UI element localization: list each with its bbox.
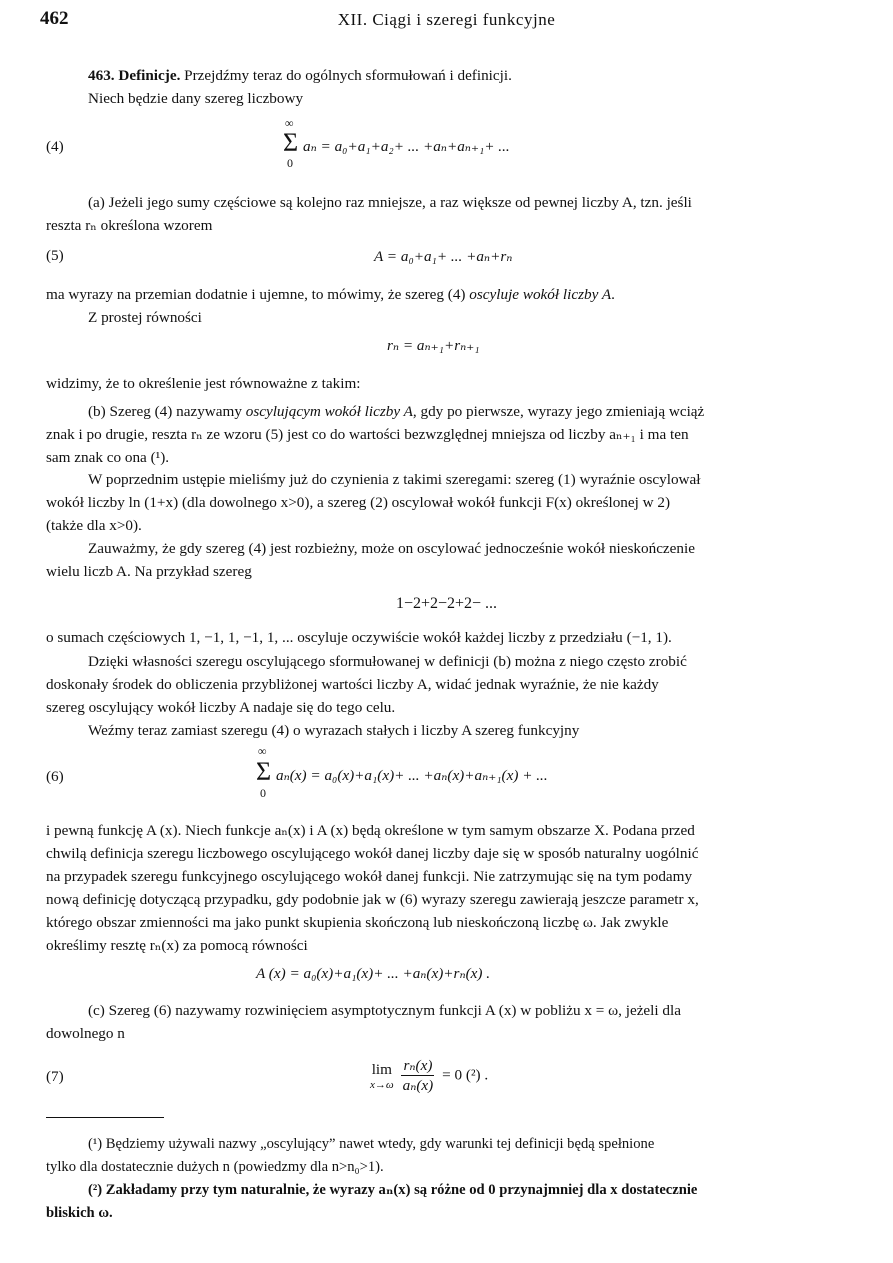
equation-label: (4) bbox=[46, 138, 64, 155]
text-line: szereg oscylujący wokół liczby A nadaje się do tego celu. bbox=[46, 699, 396, 716]
text-line: i pewną funkcję A (x). Niech funkcje aₙ(x) i A (x) będą określone w tym samym obszarze X. Podana przed bbox=[46, 822, 695, 839]
text-line: (c) Szereg (6) nazywamy rozwinięciem asymptotycznym funkcji A (x) w pobliżu x = ω, jeżeli dla bbox=[88, 1002, 681, 1019]
text-segment: (b) Szereg (4) nazywamy bbox=[88, 403, 246, 420]
text-line: dowolnego n bbox=[46, 1025, 125, 1042]
equation-label: (6) bbox=[46, 768, 64, 785]
sum-lower-limit: 0 bbox=[260, 786, 266, 800]
series-expression: aₙ = a₀+a₁+a₂+ ... +aₙ+aₙ₊₁+ ... bbox=[303, 138, 510, 155]
equation-label: (5) bbox=[46, 247, 64, 264]
text-line: (także dla x>0). bbox=[46, 517, 142, 534]
text-line: Z prostej równości bbox=[88, 309, 202, 326]
footnote-1-cont: tylko dla dostatecznie dużych n (powiedzmy dla n>n₀>1). bbox=[46, 1159, 384, 1175]
text-line: na przypadek szeregu funkcyjnego oscylującego wokół danej funkcji. Nie zatrzymując się na tym podamy bbox=[46, 868, 693, 885]
text-line: sam znak co ona (¹). bbox=[46, 449, 170, 466]
emphasis: oscylującym wokół liczby A bbox=[245, 403, 413, 420]
limit-subscript: x→ω bbox=[370, 1078, 394, 1091]
function-equation: A (x) = a₀(x)+a₁(x)+ ... +aₙ(x)+rₙ(x) . bbox=[256, 965, 491, 982]
equation-5: A = a₀+a₁+ ... +aₙ+rₙ bbox=[374, 248, 513, 265]
text-line: wokół liczby ln (1+x) (dla dowolnego x>0), a szereg (2) oscylował wokół funkcji F(x) określonej w 2) bbox=[46, 494, 671, 511]
text-line: znak i po drugie, reszta rₙ ze wzoru (5) jest co do wartości bezwzględnej mniejsza od liczby aₙ₊₁ i ma ten bbox=[46, 426, 689, 443]
lim-text: lim bbox=[371, 1060, 392, 1078]
limit-operator bbox=[370, 1061, 394, 1091]
text-line: wielu liczb A. Na przykład szereg bbox=[46, 563, 252, 580]
footnote-1: (¹) Będziemy używali nazwy „oscylujący” nawet wtedy, gdy warunki tej definicji będą spełnione bbox=[88, 1136, 655, 1152]
text-segment: . bbox=[611, 286, 615, 303]
fraction-numerator: rₙ(x) bbox=[403, 1057, 433, 1074]
sigma-symbol: Σ bbox=[283, 128, 299, 157]
text-line: którego obszar zmienności ma jako punkt skupienia skończoną lub nieskończoną liczbę ω. Jak zwykle bbox=[46, 914, 669, 931]
running-header: XII. Ciągi i szeregi funkcyjne bbox=[337, 10, 556, 29]
series-expression: aₙ(x) = a₀(x)+a₁(x)+ ... +aₙ(x)+aₙ₊₁(x) + ... bbox=[276, 767, 548, 784]
text-line: określimy resztę rₙ(x) za pomocą równości bbox=[46, 937, 308, 954]
text-line: nową definicję dotyczącą przypadku, gdy podobnie jak w (6) wyrazy szeregu zawierają jeszcze parametr x, bbox=[46, 891, 699, 908]
text-line bbox=[46, 285, 856, 304]
text-line: W poprzednim ustępie mieliśmy już do czynienia z takimi szeregami: szereg (1) wyraźnie oscylował bbox=[88, 471, 701, 488]
emphasis: oscyluje wokół liczby A bbox=[469, 286, 612, 303]
text-line: doskonały środek do obliczenia przybliżonej wartości liczby A, widać jednak wyraźnie, że nie każdy bbox=[46, 676, 659, 693]
remainder-equation: rₙ = aₙ₊₁+rₙ₊₁ bbox=[387, 337, 480, 354]
text-line: Zauważmy, że gdy szereg (4) jest rozbieżny, może on oscylować jednocześnie wokół nieskończenie bbox=[88, 540, 695, 557]
text-line: reszta rₙ określona wzorem bbox=[46, 217, 213, 234]
fraction-denominator: aₙ(x) bbox=[402, 1077, 434, 1094]
text-segment: ma wyrazy na przemian dodatnie i ujemne, to mówimy, że szereg (4) bbox=[46, 286, 470, 303]
section-title: Definicje. bbox=[118, 67, 181, 84]
text-line: (a) Jeżeli jego sumy częściowe są kolejno raz mniejsze, a raz większe od pewnej liczby A, tzn. jeśli bbox=[88, 194, 692, 211]
text-line: Niech będzie dany szereg liczbowy bbox=[88, 90, 304, 107]
fraction bbox=[401, 1056, 434, 1095]
text-line: Dzięki własności szeregu oscylującego sformułowanej w definicji (b) można z niego często zrobić bbox=[88, 653, 687, 670]
footnote-2: (²) Zakładamy przy tym naturalnie, że wyrazy aₙ(x) są różne od 0 przynajmniej dla x dostatecznie bbox=[88, 1182, 698, 1198]
example-series: 1−2+2−2+2− ... bbox=[395, 595, 498, 612]
equation-7 bbox=[370, 1056, 488, 1095]
footnote-2-cont: bliskich ω. bbox=[46, 1205, 113, 1221]
text-line: Weźmy teraz zamiast szeregu (4) o wyrazach stałych i liczby A szereg funkcyjny bbox=[88, 722, 580, 739]
sum-upper-limit: ∞ bbox=[285, 116, 294, 130]
sum-upper-limit: ∞ bbox=[258, 744, 267, 758]
page-number: 462 bbox=[40, 8, 69, 29]
text-line: o sumach częściowych 1, −1, 1, −1, 1, ... oscyluje oczywiście wokół każdej liczby z przedziału (−1, 1). bbox=[46, 629, 672, 646]
text-line: widzimy, że to określenie jest równoważne z takim: bbox=[46, 375, 361, 392]
text-segment: , gdy po pierwsze, wyrazy jego zmieniają wciąż bbox=[412, 403, 705, 420]
text-line bbox=[88, 402, 858, 421]
footnote-separator bbox=[46, 1117, 164, 1118]
section-intro: Przejdźmy teraz do ogólnych sformułowań i definicji. bbox=[180, 67, 512, 84]
section-number: 463. bbox=[88, 67, 115, 84]
text-line: chwilą definicja szeregu liczbowego oscylującego wokół danej liczby daje się w sposób naturalny uogólnić bbox=[46, 845, 699, 862]
limit-result: = 0 (²) . bbox=[442, 1066, 489, 1084]
section-heading bbox=[88, 66, 858, 85]
sigma-symbol: Σ bbox=[256, 757, 272, 786]
sum-lower-limit: 0 bbox=[287, 156, 293, 170]
equation-label: (7) bbox=[46, 1068, 64, 1085]
